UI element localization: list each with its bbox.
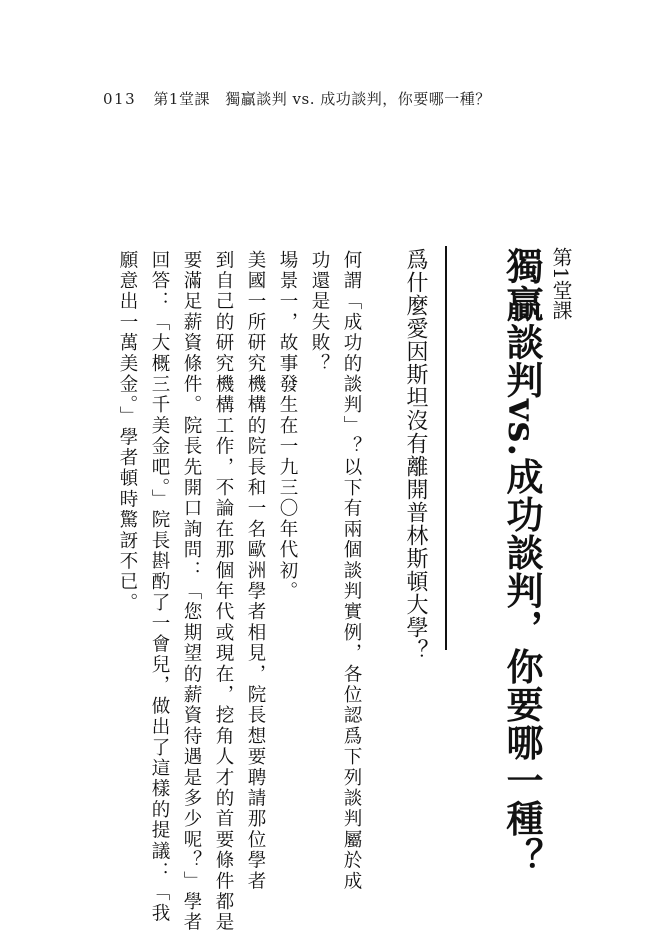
text-line: 到自己的研究機構工作，不論在那個年代或現在，挖角人才的首要條件都是 [213, 250, 234, 933]
header-lesson: 第1堂課 [153, 90, 210, 108]
page-number: 013 [103, 90, 137, 108]
body-paragraph-1 [303, 250, 367, 892]
text-line: 願意出一萬美金。」學者頓時驚訝不已。 [117, 250, 138, 614]
running-header [103, 88, 491, 109]
text-line: 場景一，故事發生在一九三〇年代初。 [277, 250, 298, 602]
section-title: 爲什麼愛因斯坦沒有離開普林斯頓大學？ [403, 248, 428, 662]
body-paragraph-3 [111, 250, 271, 933]
text-line: 回答：「大概三千美金吧。」院長斟酌了一會兒，做出了這樣的提議：「我 [149, 250, 170, 924]
body-paragraph-2 [271, 250, 303, 602]
text-line: 何謂「成功的談判」？以下有兩個談判實例，各位認爲下列談判屬於成 [341, 250, 362, 892]
chapter-title: 獨贏談判vs.成功談判，你要哪一種？ [500, 247, 544, 876]
header-title: 獨贏談判 vs. 成功談判，你要哪一種？ [225, 90, 491, 108]
text-line: 美國一所研究機構的院長和一名歐洲學者相見，院長想要聘請那位學者 [245, 250, 266, 892]
text-line: 要滿足薪資條件。院長先開口詢問：「您期望的薪資待遇是多少呢？」學者 [181, 250, 202, 933]
text-line: 功還是失敗？ [309, 250, 330, 375]
lesson-label: 第1堂課 [549, 247, 573, 320]
section-divider [445, 246, 447, 650]
